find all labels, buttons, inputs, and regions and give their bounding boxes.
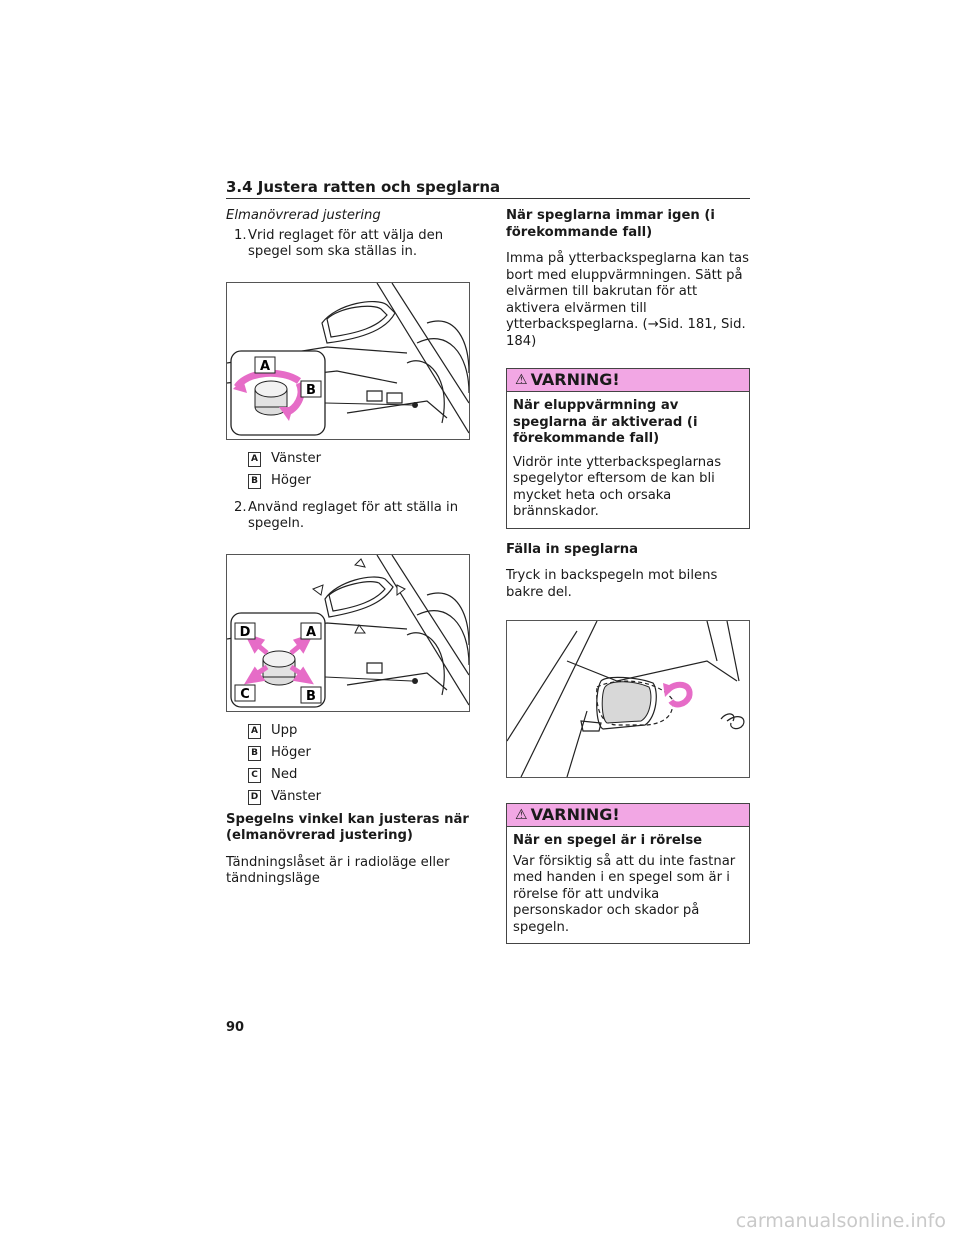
legend-item — [248, 790, 470, 806]
page-number: 90 — [226, 1020, 245, 1035]
fig1-label-b: B — [306, 382, 316, 398]
fig2-label-b: B — [306, 688, 316, 704]
fig1-label-a: A — [259, 358, 271, 374]
legend-text: Höger — [271, 473, 311, 489]
fig2-label-a: A — [305, 624, 317, 640]
defog-heading: När speglarna immar igen (i förekommande fall) — [506, 208, 715, 240]
warning-title: VARNING! — [530, 804, 620, 824]
legend-item — [248, 474, 470, 490]
section-divider — [226, 198, 750, 199]
section-title: 3.4 Justera ratten och speglarna — [226, 178, 501, 196]
warning-heading: När en spegel är i rörelse — [513, 833, 703, 848]
left-column — [226, 208, 470, 888]
warning-header — [507, 804, 749, 827]
fold-heading: Fälla in speglarna — [506, 541, 639, 557]
legend-item — [248, 768, 470, 784]
figure-mirror-fold — [506, 620, 750, 778]
step-2 — [234, 500, 470, 533]
watermark: carmanualsonline.info — [735, 1210, 946, 1232]
figure-mirror-adjust — [226, 554, 470, 712]
step-number: 1. — [234, 227, 247, 243]
mirror-select-illustration — [227, 283, 469, 439]
step-text: Vrid reglaget för att välja den spegel som ska ställas in. — [248, 227, 444, 259]
legend-key: A — [248, 724, 261, 739]
warning-text: Var försiktig så att du inte fastnar med handen i en spegel som är i rörelse för att undvika personskador och skador på spegeln. — [513, 853, 736, 935]
legend-key: C — [248, 768, 261, 783]
legend-text: Vänster — [271, 789, 322, 805]
legend-text: Upp — [271, 723, 298, 739]
warning-box-heater — [506, 368, 750, 529]
legend-key: B — [248, 474, 261, 489]
step-text: Använd reglaget för att ställa in spegeln. — [248, 499, 459, 531]
defog-text: Imma på ytterbackspeglarna kan tas bort med eluppvärmningen. Sätt på elvärmen till bakrutan för att aktivera elvärmen till ytterbackspeglarna. (→Sid. 181, Sid. 184) — [506, 251, 749, 349]
step-1 — [234, 228, 470, 261]
warning-header — [507, 369, 749, 392]
warning-box-moving — [506, 803, 750, 944]
legend-key: B — [248, 746, 261, 761]
pointer-dot — [412, 402, 418, 408]
legend-key: A — [248, 452, 261, 467]
warning-heading: När eluppvärmning av speglarna är aktiverad (i förekommande fall) — [513, 398, 698, 446]
warning-icon: ⚠ — [515, 371, 528, 388]
legend-item — [248, 452, 470, 468]
legend-text: Vänster — [271, 451, 322, 467]
fold-text: Tryck in backspegeln mot bilens bakre del. — [506, 568, 718, 600]
warning-text: Vidrör inte ytterbackspeglarnas spegelytor eftersom de kan bli mycket heta och orsaka brännskador. — [513, 454, 722, 519]
legend-text: Höger — [271, 745, 311, 761]
warning-title: VARNING! — [530, 369, 620, 389]
subheading-electric-adjust: Elmanövrerad justering — [226, 208, 381, 223]
fig2-label-c: C — [240, 686, 250, 702]
angle-text: Tändningslåset är i radioläge eller tändningsläge — [226, 854, 450, 886]
right-column — [506, 208, 750, 944]
step-number: 2. — [234, 499, 247, 515]
legend-text: Ned — [271, 767, 298, 783]
fig2-label-d: D — [239, 624, 251, 640]
angle-heading: Spegelns vinkel kan justeras när (elmanövrerad justering) — [226, 811, 469, 843]
mirror-fold-illustration — [507, 621, 749, 777]
mirror-adjust-illustration — [227, 555, 469, 711]
legend-item — [248, 724, 470, 740]
legend-key: D — [248, 790, 261, 805]
legend-item — [248, 746, 470, 762]
figure-mirror-select — [226, 282, 470, 440]
warning-icon: ⚠ — [515, 806, 528, 823]
